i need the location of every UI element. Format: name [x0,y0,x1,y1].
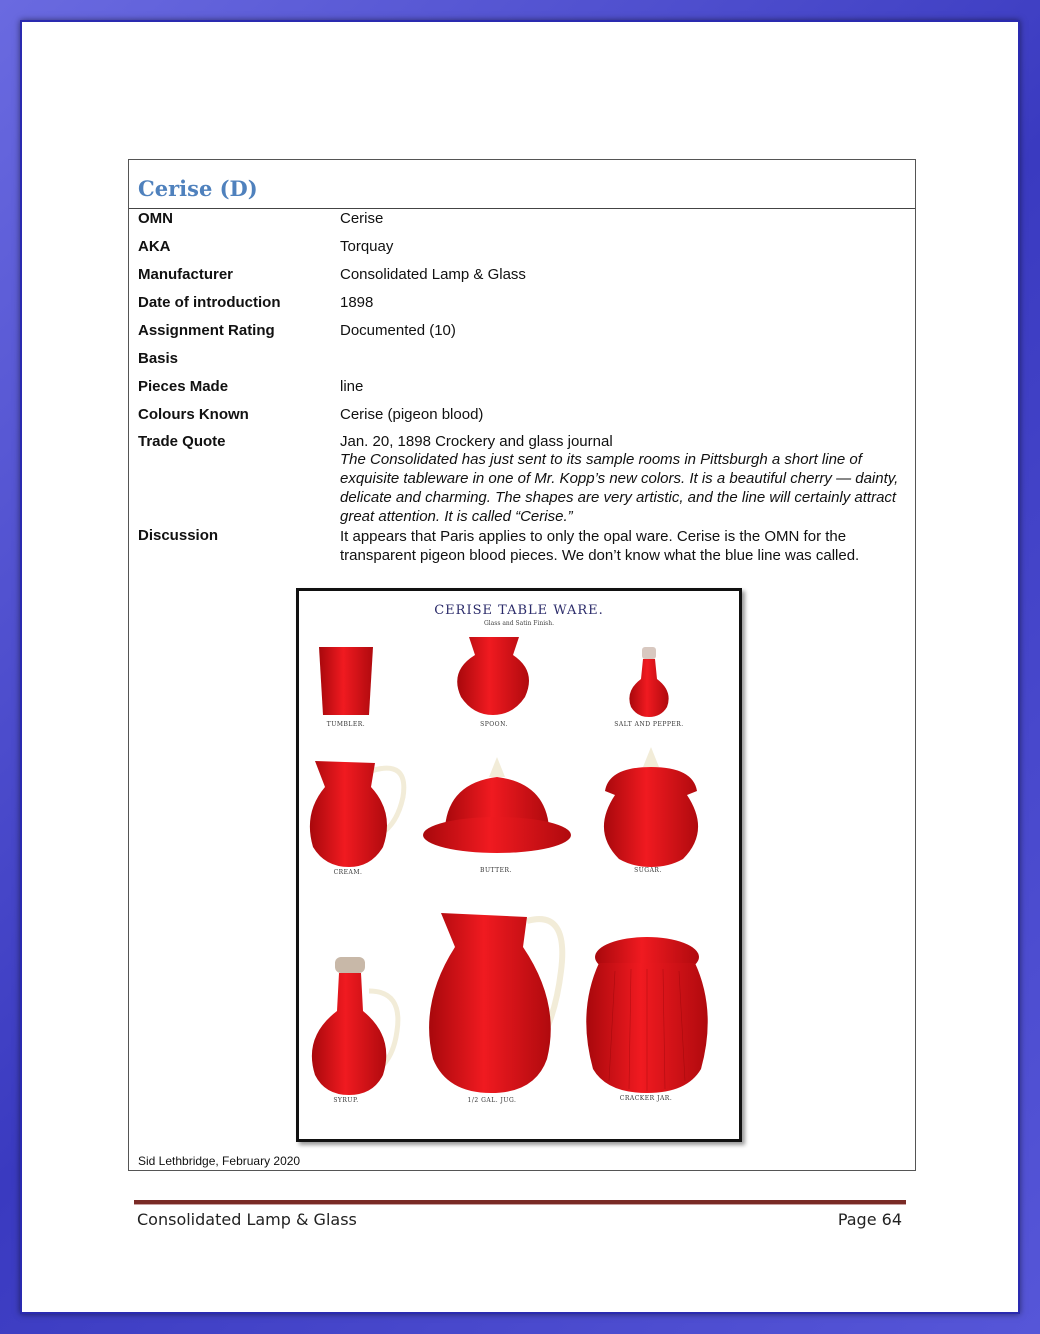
field-label: OMN [138,210,173,227]
field-label: Basis [138,350,179,367]
catalog-image [296,588,742,1142]
field-value: Torquay [340,238,394,255]
entry-title: Cerise (D) [138,176,258,201]
sugar-illustration [604,767,698,867]
field-value: Documented (10) [340,322,456,339]
title-divider [129,208,915,209]
field-label: Colours Known [138,406,249,423]
trade-quote-text: The Consolidated has just sent to its sample rooms in Pittsburgh a short line of exquisite tableware in one of Mr. Kopp’s new colors. It is a beautiful cherry — dainty, delicate and charming. The shapes are very artistic, and the line will certainly attract great attention. It is called “Cerise.” [340,451,899,525]
footer-divider [134,1200,906,1205]
discussion-text: It appears that Paris applies to only the opal ware. Cerise is the OMN for the transparent pigeon blood pieces. We don’t know what the blue line was called. [340,528,860,564]
catalog-subtitle: Glass and Satin Finish. [483,620,555,627]
field-value: Cerise (pigeon blood) [340,406,484,423]
piece-label: SUGAR. [634,867,662,874]
syrup-lid [335,957,365,973]
entry-box [128,159,916,1171]
footer-page-number: Page 64 [837,1210,902,1229]
piece-label: BUTTER. [480,867,512,874]
tumbler-illustration [319,647,373,715]
field-label: Date of introduction [138,294,281,311]
jug-illustration [429,913,551,1093]
footer-book-title: Consolidated Lamp & Glass [137,1210,357,1229]
field-value: Cerise [340,210,384,227]
piece-label: TUMBLER. [326,721,366,728]
catalog-title: CERISE TABLE WARE. [434,603,604,618]
field-label: AKA [138,238,171,255]
piece-label: CREAM. [333,869,363,876]
author-note: Sid Lethbridge, February 2020 [138,1154,301,1168]
cream-illustration [310,761,387,867]
piece-label: 1/2 GAL. JUG. [467,1097,517,1104]
shaker-illustration [629,659,668,717]
piece-label: SALT AND PEPPER. [614,721,684,728]
field-label: Trade Quote [138,433,226,450]
piece-label: SYRUP. [333,1097,359,1104]
field-value: 1898 [340,294,374,311]
field-value: line [340,378,364,395]
spoon-illustration [457,637,529,715]
trade-quote-body [340,433,900,526]
field-label: Assignment Rating [138,322,275,339]
piece-label: SPOON. [480,721,508,728]
butter-plate [423,817,571,853]
field-label: Pieces Made [138,378,229,395]
catalog-illustration [299,591,739,1139]
document-page [20,20,1020,1314]
field-label: Manufacturer [138,266,234,283]
trade-quote-source: Jan. 20, 1898 Crockery and glass journal [340,433,613,450]
piece-label: CRACKER JAR. [619,1095,673,1102]
field-label: Discussion [138,527,219,544]
field-value: Consolidated Lamp & Glass [340,266,526,283]
shaker-cap [642,647,656,659]
butter-knob [489,757,505,777]
sugar-knob [643,747,659,767]
